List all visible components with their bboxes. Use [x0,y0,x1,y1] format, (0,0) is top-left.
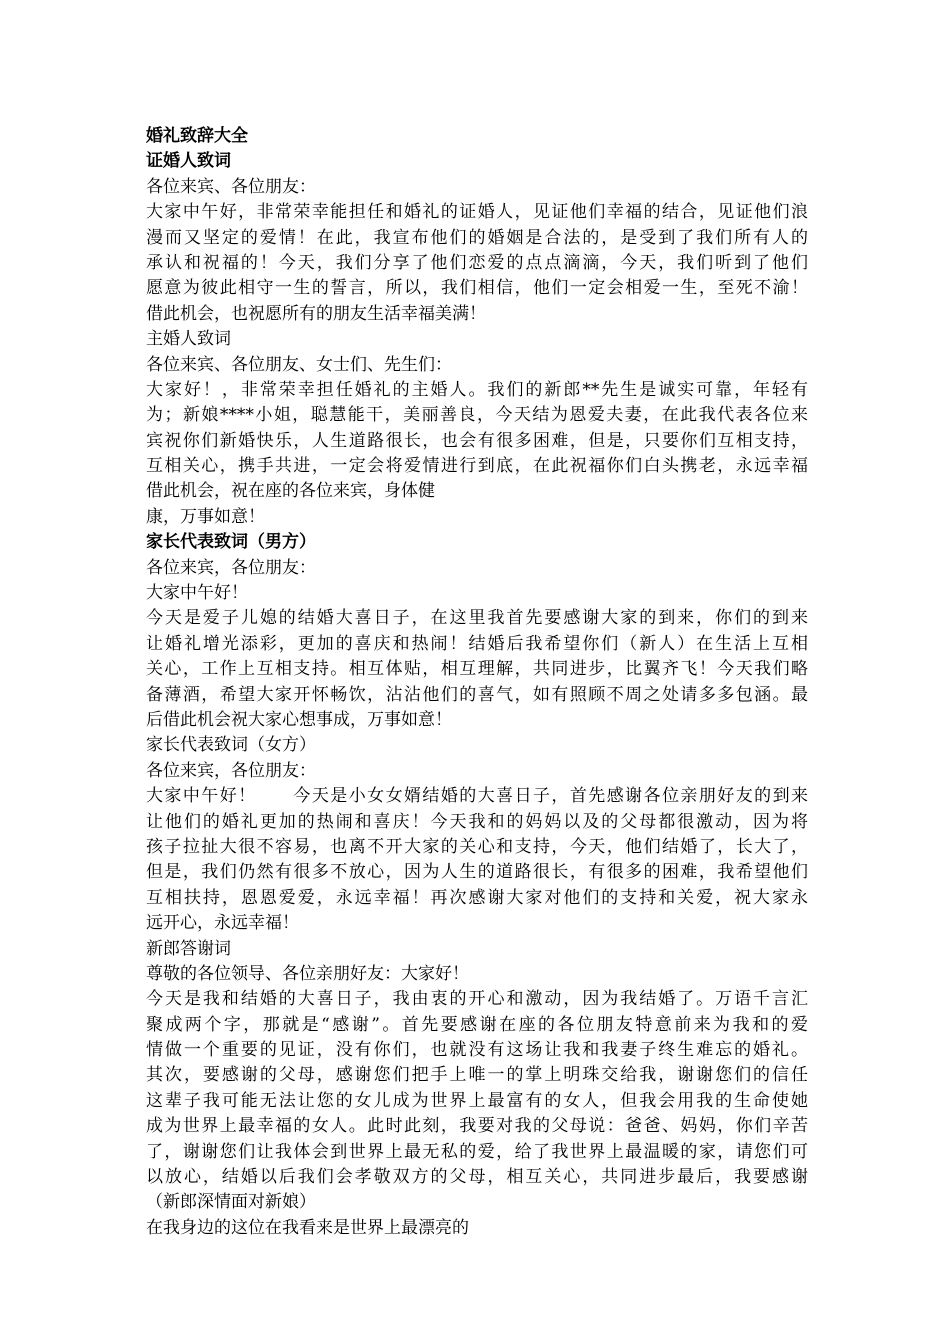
text-line: 后借此机会祝大家心想事成，万事如意！ [146,709,452,730]
text-line: 在我身边的这位在我看来是世界上最漂亮的 [146,1217,469,1238]
text-line: 漫而又坚定的爱情！在此，我宣布他们的婚姻是合法的，是受到了我们所有人的 [146,227,808,248]
text-line: 互相关心，携手共进，一定会将爱情进行到底，在此祝福你们白头携老，永远幸福 [146,456,808,477]
text-line: 今天是爱子儿媳的结婚大喜日子，在这里我首先要感谢大家的到来，你们的到来 [146,608,808,629]
text-line: 情做一个重要的见证，没有你们，也就没有这场让我和我妻子终生难忘的婚礼。 [146,1040,808,1061]
text-line: 这辈子我可能无法让您的女儿成为世界上最富有的女人，但我会用我的生命使她 [146,1090,808,1111]
text-line: 各位来宾，各位朋友： [146,760,316,781]
text-line: 远开心，永远幸福！ [146,913,299,934]
text-line: 以放心，结婚以后我们会孝敬双方的父母，相互关心，共同进步最后，我要感谢 [146,1167,808,1188]
text-line: 大家中午好！ 今天是小女女婿结婚的大喜日子，首先感谢各位亲朋好友的到来 [146,786,808,807]
text-line: 康，万事如意！ [146,506,265,527]
text-line: 各位来宾、各位朋友、女士们、先生们： [146,354,452,375]
text-line: 备薄酒，希望大家开怀畅饮，沾沾他们的喜气，如有照顾不周之处请多多包涵。最 [146,684,808,705]
text-line: 各位来宾、各位朋友： [146,176,316,197]
text-line: （新郎深情面对新娘） [146,1192,316,1213]
text-line: 其次，要感谢的父母，感谢您们把手上唯一的掌上明珠交给我，谢谢您们的信任 [146,1065,808,1086]
text-line: 为；新娘****小姐，聪慧能干，美丽善良，今天结为恩爱夫妻，在此我代表各位来 [146,405,808,426]
text-line: 大家中午好，非常荣幸能担任和婚礼的证婚人，见证他们幸福的结合，见证他们浪 [146,202,808,223]
section-heading: 证婚人致词 [146,151,231,172]
text-line: 借此机会，祝在座的各位来宾，身体健 [146,481,435,502]
text-line: 但是，我们仍然有很多不放心，因为人生的道路很长，有很多的困难，我希望他们 [146,862,808,883]
text-line: 让婚礼增光添彩，更加的喜庆和热闹！结婚后我希望你们（新人）在生活上互相 [146,633,808,654]
text-line: 让他们的婚礼更加的热闹和喜庆！今天我和的妈妈以及的父母都很激动，因为将 [146,811,808,832]
text-line: 互相扶持，恩恩爱爱，永远幸福！再次感谢大家对他们的支持和关爱，祝大家永 [146,887,808,908]
text-line: 尊敬的各位领导、各位亲朋好友：大家好！ [146,963,469,984]
text-line: 大家好！，非常荣幸担任婚礼的主婚人。我们的新郎**先生是诚实可靠，年轻有 [146,379,808,400]
text-line: 借此机会，也祝愿所有的朋友生活幸福美满！ [146,303,486,324]
text-line: 今天是我和结婚的大喜日子，我由衷的开心和激动，因为我结婚了。万语千言汇 [146,989,808,1010]
text-line: 家长代表致词（女方） [146,735,316,756]
text-line: 成为世界上最幸福的女人。此时此刻，我要对我的父母说：爸爸、妈妈，你们辛苦 [146,1116,808,1137]
text-line: 愿意为彼此相守一生的誓言，所以，我们相信，他们一定会相爱一生，至死不渝！ [146,278,808,299]
text-line: 承认和祝福的！今天，我们分享了他们恋爱的点点滴滴，今天，我们听到了他们 [146,252,808,273]
text-line: 主婚人致词 [146,329,231,350]
section-heading: 婚礼致辞大全 [146,126,248,146]
text-line: 聚成两个字，那就是“感谢”。首先要感谢在座的各位朋友特意前来为我和的爱 [146,1014,808,1035]
section-heading: 家长代表致词（男方） [146,532,316,553]
text-line: 孩子拉扯大很不容易，也离不开大家的关心和支持，今天，他们结婚了，长大了， [146,836,808,857]
text-line: 大家中午好！ [146,583,248,604]
text-line: 宾祝你们新婚快乐，人生道路很长，也会有很多困难，但是，只要你们互相支持， [146,430,808,451]
text-line: 了，谢谢您们让我体会到世界上最无私的爱，给了我世界上最温暖的家，请您们可 [146,1141,808,1162]
text-line: 各位来宾，各位朋友： [146,557,316,578]
text-line: 新郎答谢词 [146,938,231,959]
document-body [146,124,808,1241]
text-line: 关心，工作上互相支持。相互体贴，相互理解，共同进步，比翼齐飞！今天我们略 [146,659,808,680]
